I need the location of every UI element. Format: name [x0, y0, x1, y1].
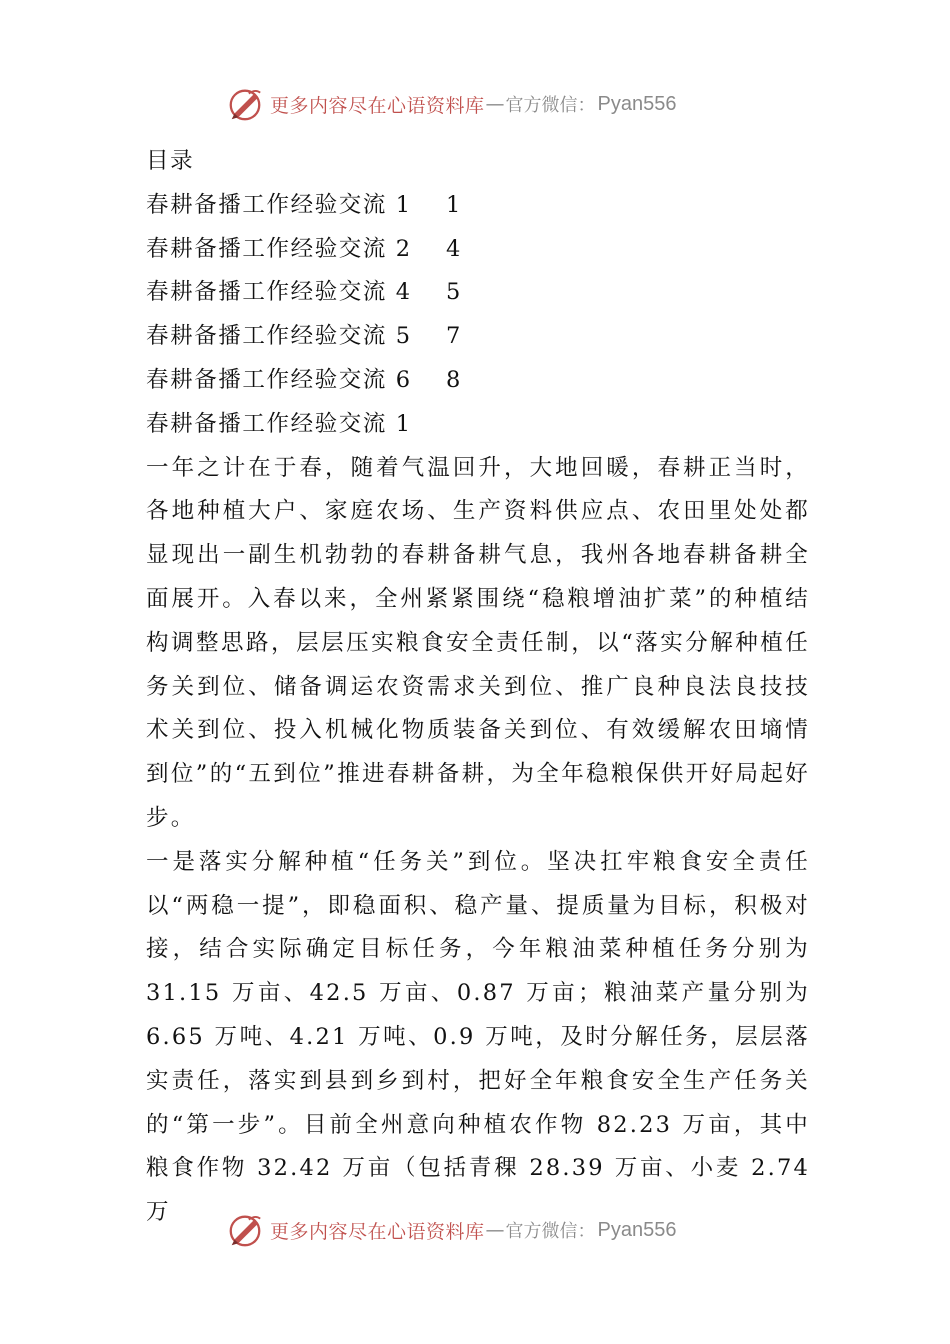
toc-entry-page: 5	[446, 279, 462, 306]
watermark-text: 更多内容尽在心语资料库	[270, 1220, 485, 1243]
toc-entry-page: 7	[446, 323, 462, 350]
toc-entry[interactable]	[146, 359, 810, 403]
toc-entry[interactable]	[146, 228, 810, 272]
watermark-id: Pyan556	[597, 92, 677, 115]
watermark-banner-top	[226, 84, 726, 124]
watermark-id: Pyan556	[597, 1218, 677, 1241]
toc-entry-page: 8	[446, 366, 462, 393]
watermark-label: 官方微信：	[505, 1221, 596, 1242]
pen-logo-icon	[226, 85, 264, 123]
toc-entry-title: 春耕备播工作经验交流 6	[146, 366, 412, 393]
article-title: 春耕备播工作经验交流 1	[146, 410, 412, 437]
paragraph: 一年之计在于春，随着气温回升，大地回暖，春耕正当时，各地种植大户、家庭农场、生产资料供应点、农田里处处都显现出一副生机勃勃的春耕备耕气息，我州各地春耕备耕全面展开。入春以来，全州紧紧围绕“稳粮增油扩菜”的种植结构调整思路，层层压实粮食安全责任制，以“落实分解种植任务关到位、储备调运农资需求关到位、推广良种良法良技技术关到位、投入机械化物质装备关到位、有效缓解农田墒情到位”的“五到位”推进春耕备耕，为全年稳粮保供开好局起好步。	[146, 454, 810, 831]
watermark-separator: —	[485, 1219, 505, 1241]
watermark-separator: —	[485, 93, 505, 115]
watermark-label: 官方微信：	[505, 95, 596, 116]
document-body	[146, 140, 810, 1235]
toc-entry-title: 春耕备播工作经验交流 4	[146, 279, 412, 306]
pen-logo-icon	[226, 1211, 264, 1249]
watermark-banner-bottom	[226, 1210, 726, 1250]
watermark-text: 更多内容尽在心语资料库	[270, 94, 485, 117]
toc-heading: 目录	[146, 148, 195, 174]
toc-entry[interactable]	[146, 271, 810, 315]
toc-entry[interactable]	[146, 184, 810, 228]
toc-entry-title: 春耕备播工作经验交流 2	[146, 235, 412, 262]
paragraph: 一是落实分解种植“任务关”到位。坚决扛牢粮食安全责任以“两稳一提”，即稳面积、稳产量、提质量为目标，积极对接，结合实际确定目标任务，今年粮油菜种植任务分别为 31.15 万亩、42.5 万亩、0.87 万亩；粮油菜产量分别为 6.65 万吨、4.21 万吨、0.9 万吨，及时分解任务，层层落实责任，落实到县到乡到村，把好全年粮食安全生产任务关的“第一步”。目前全州意向种植农作物 82.23 万亩，其中粮食作物 32.42 万亩（包括青稞 28.39 万亩、小麦 2.74 万	[146, 848, 810, 1226]
toc-entry[interactable]	[146, 315, 810, 359]
toc-entry-page: 4	[446, 235, 462, 262]
toc-entry-title: 春耕备播工作经验交流 5	[146, 323, 412, 350]
toc-entry-page: 1	[446, 191, 462, 218]
toc-entry-title: 春耕备播工作经验交流 1	[146, 191, 412, 218]
